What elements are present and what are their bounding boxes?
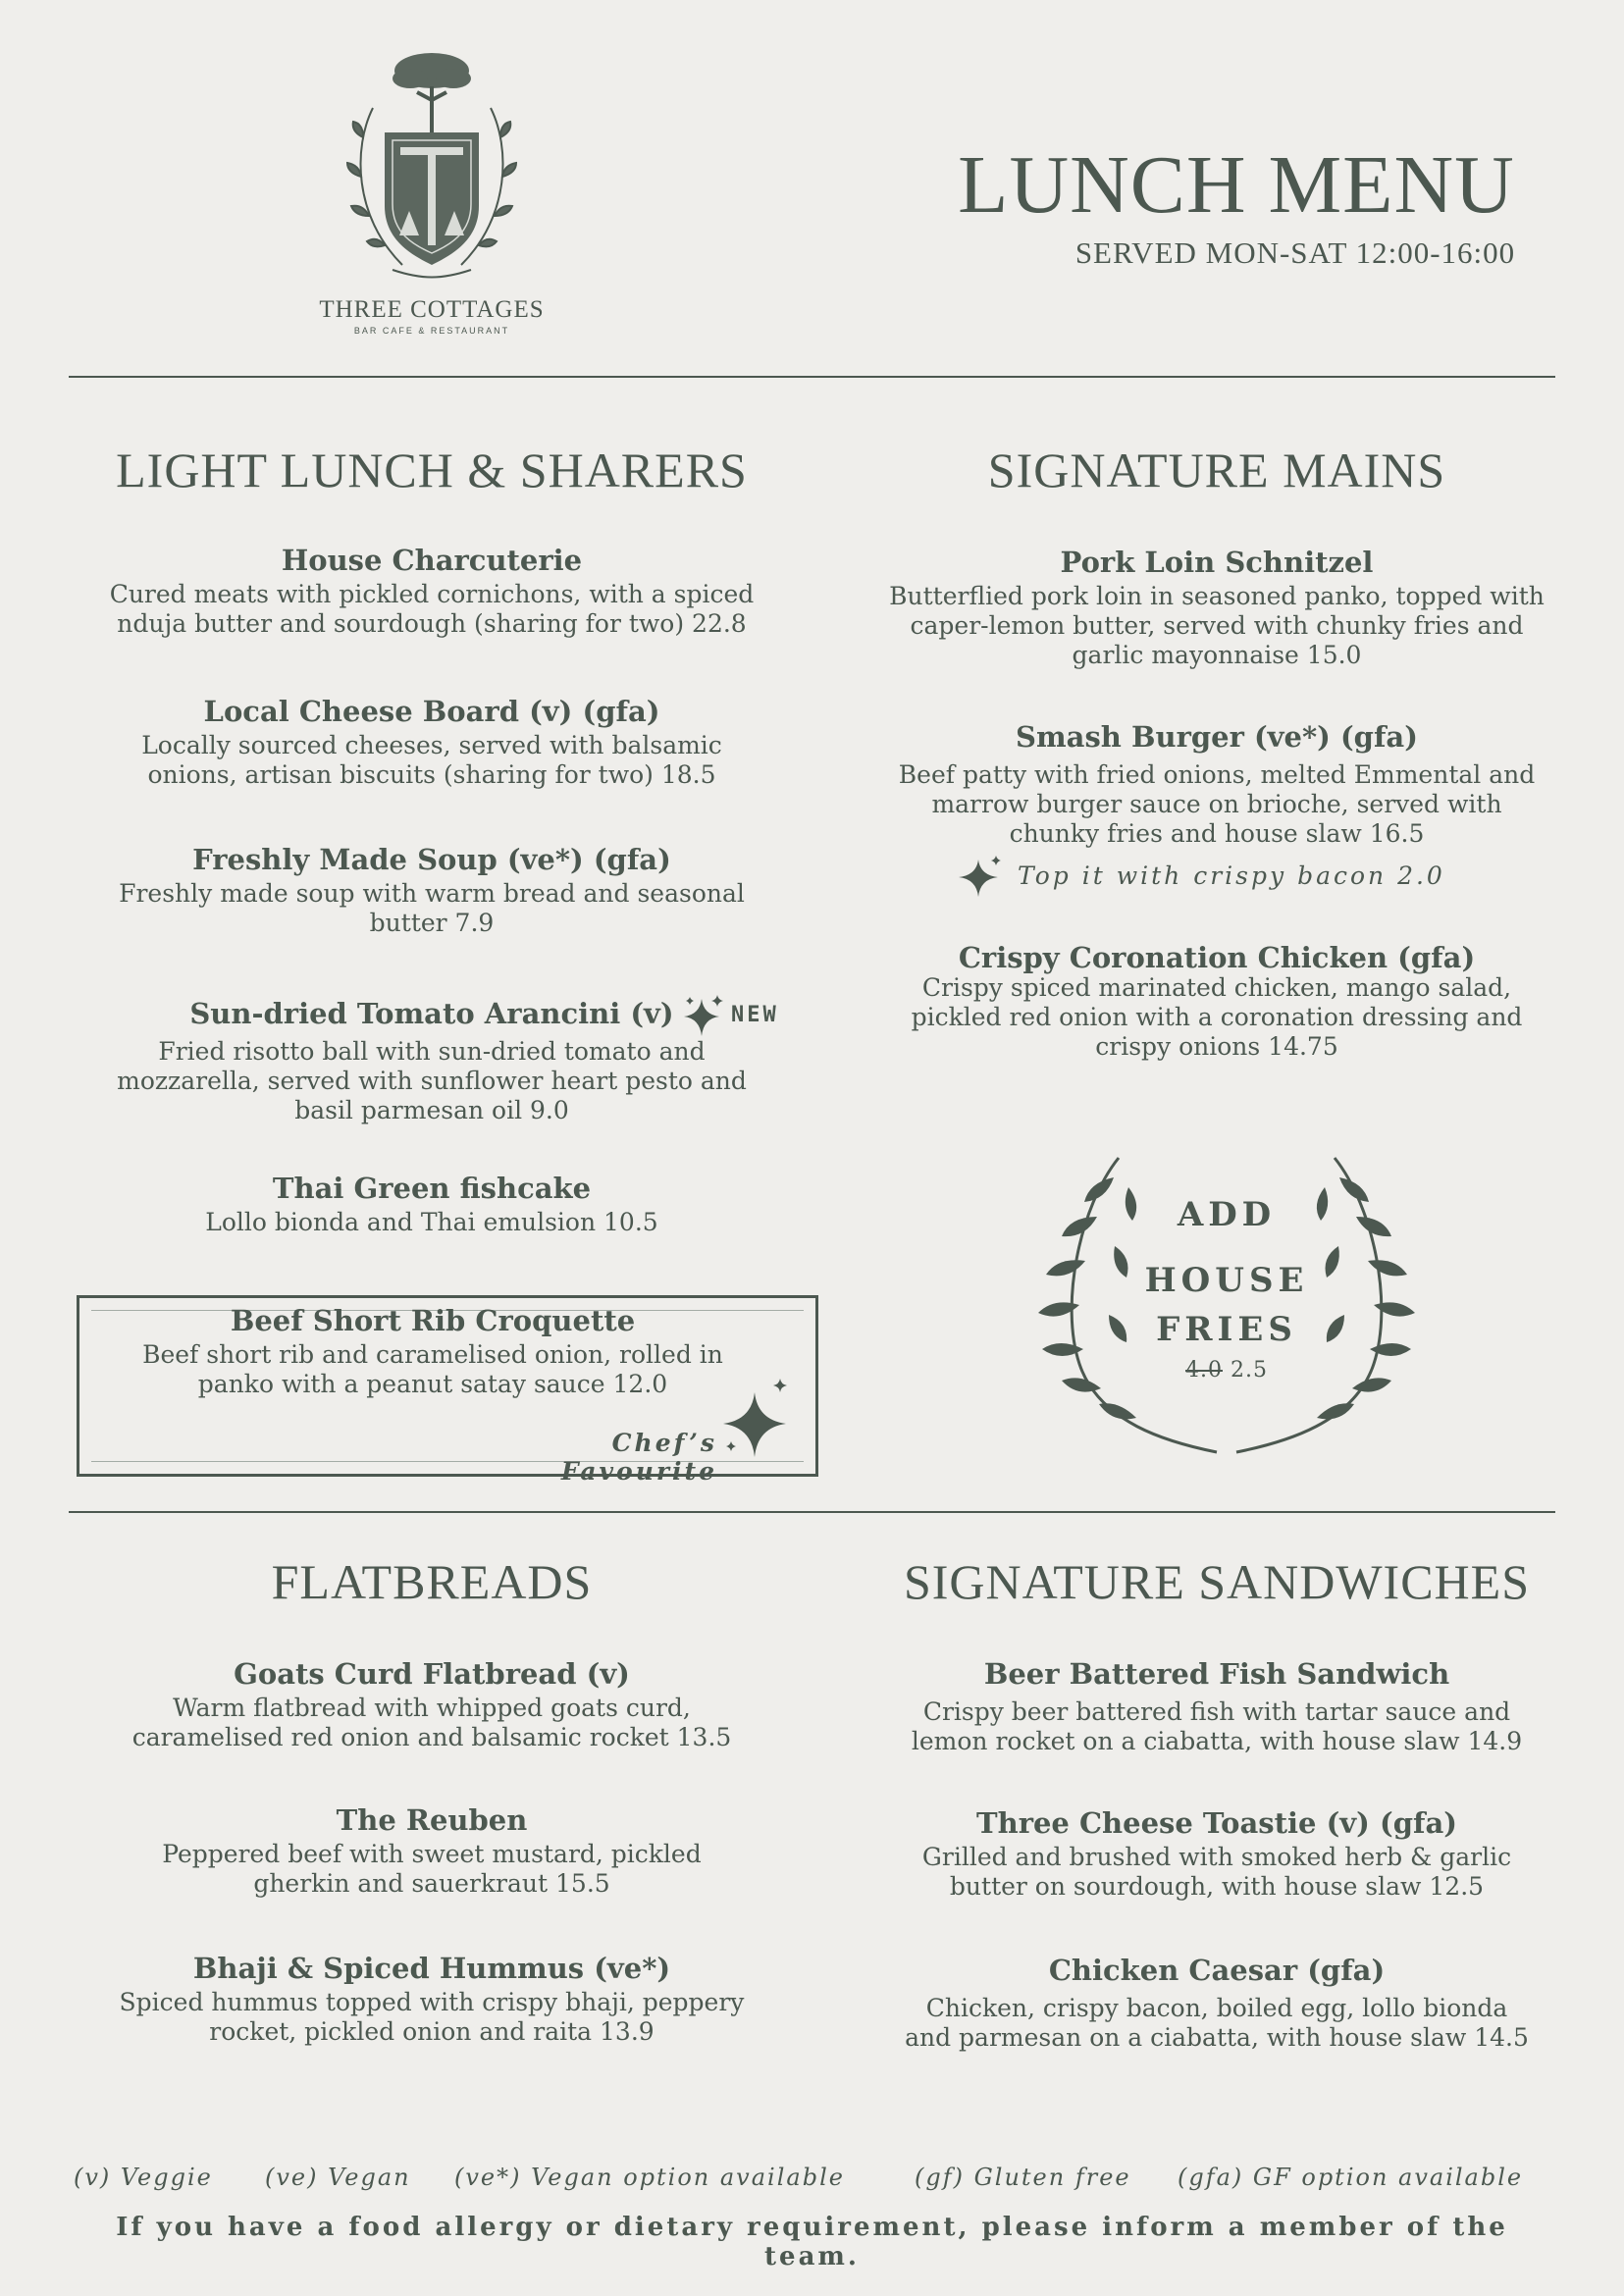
- legend-gf-option: (gfa) GF option available: [1178, 2164, 1524, 2191]
- item-desc-line: marrow burger sauce on brioche, served with: [931, 790, 1502, 818]
- menu-item: [844, 1805, 1590, 1902]
- item-desc: [844, 1843, 1590, 1902]
- menu-item: [88, 694, 775, 790]
- item-desc-line: crispy onions 14.75: [1095, 1032, 1338, 1061]
- sparkle-icon: [717, 1377, 796, 1465]
- item-name: Crispy Coronation Chicken (gfa): [958, 941, 1476, 974]
- item-desc-line: Crispy beer battered fish with tartar sauce and: [922, 1697, 1511, 1726]
- item-desc: [844, 760, 1590, 849]
- item-desc: [88, 731, 775, 790]
- item-name: Three Cheese Toastie (v) (gfa): [976, 1806, 1457, 1840]
- item-desc-line: lemon rocket on a ciabatta, with house slaw 14.9: [911, 1727, 1523, 1755]
- item-desc-line: Cured meats with pickled cornichons, with a spiced: [109, 580, 755, 608]
- item-name: Thai Green fishcake: [272, 1172, 592, 1205]
- item-desc-line: caramelised red onion and balsamic rocket 13.5: [131, 1723, 732, 1751]
- service-hours: SERVED MON-SAT 12:00-16:00: [1074, 235, 1516, 270]
- item-name: Sun-dried Tomato Arancini (v): [189, 997, 674, 1030]
- new-price: 2.5: [1231, 1358, 1268, 1383]
- featured-item-box: [77, 1295, 818, 1486]
- item-name: Pork Loin Schnitzel: [1060, 546, 1374, 579]
- item-desc-line: Crispy spiced marinated chicken, mango salad,: [921, 973, 1512, 1002]
- item-name: Goats Curd Flatbread (v): [234, 1657, 630, 1691]
- section-title-flatbreads: FLATBREADS: [271, 1554, 593, 1609]
- divider-top: [69, 376, 1555, 378]
- item-desc-line: onions, artisan biscuits (sharing for two) 18.5: [147, 760, 716, 789]
- item-desc-line: nduja butter and sourdough (sharing for two) 22.8: [117, 609, 747, 638]
- item-desc-line: Locally sourced cheeses, served with balsamic: [141, 731, 722, 759]
- item-desc-line: Butterflied pork loin in seasoned panko, topped with: [889, 582, 1545, 610]
- item-desc-line: butter on sourdough, with house slaw 12.5: [949, 1872, 1485, 1901]
- item-desc: [88, 580, 775, 639]
- item-desc-line: chunky fries and house slaw 16.5: [1009, 819, 1425, 848]
- item-desc-line: Beef short rib and caramelised onion, rolled in: [142, 1340, 723, 1369]
- legend-vegan: (ve) Vegan: [265, 2164, 411, 2191]
- new-badge: [680, 993, 808, 1036]
- item-name: Bhaji & Spiced Hummus (ve*): [192, 1952, 671, 1985]
- item-desc-line: gherkin and sauerkraut 15.5: [253, 1869, 610, 1898]
- menu-item: [88, 543, 775, 639]
- section-title-sandwiches: SIGNATURE SANDWICHES: [903, 1554, 1531, 1609]
- legend-veggie: (v) Veggie: [74, 2164, 213, 2191]
- featured-item: [79, 1303, 786, 1399]
- menu-item: [88, 1171, 775, 1237]
- brand-name: THREE COTTAGES: [319, 296, 545, 323]
- item-name: The Reuben: [336, 1803, 528, 1837]
- allergy-notice: If you have a food allergy or dietary requirement, please inform a member of the team.: [116, 2213, 1508, 2271]
- item-desc-line: caper-lemon butter, served with chunky fries and: [910, 611, 1524, 640]
- item-desc-line: butter 7.9: [369, 909, 495, 937]
- new-label: NEW: [731, 1003, 779, 1027]
- item-desc: [844, 973, 1590, 1062]
- section-title-light-lunch: LIGHT LUNCH & SHARERS: [116, 443, 748, 497]
- item-desc: [88, 1988, 775, 2047]
- item-name: Freshly Made Soup (ve*) (gfa): [192, 843, 671, 876]
- item-name: House Charcuterie: [281, 544, 583, 577]
- item-desc: [88, 1208, 775, 1237]
- add-fries-badge: [1021, 1148, 1433, 1462]
- add-on-line: [957, 852, 1467, 901]
- add-on-text: Top it with crispy bacon 2.0: [1018, 861, 1445, 890]
- section-title-mains: SIGNATURE MAINS: [987, 443, 1446, 497]
- page-title: LUNCH MENU: [958, 139, 1515, 231]
- item-desc-line: Beef patty with fried onions, melted Emmental and: [898, 760, 1536, 789]
- item-desc-line: garlic mayonnaise 15.0: [1072, 641, 1362, 669]
- menu-item: [88, 1656, 775, 1752]
- legend-vegan-option: (ve*) Vegan option available: [454, 2164, 845, 2191]
- item-desc: [88, 879, 775, 938]
- item-desc-line: Fried risotto ball with sun-dried tomato and: [158, 1037, 706, 1066]
- item-name: Smash Burger (ve*) (gfa): [1016, 720, 1418, 754]
- item-desc-line: rocket, pickled onion and raita 13.9: [209, 2017, 655, 2046]
- menu-item: [88, 1802, 775, 1899]
- divider-middle: [69, 1511, 1555, 1513]
- item-desc-line: pickled red onion with a coronation dressing and: [911, 1003, 1523, 1031]
- house-label: HOUSE: [1144, 1261, 1309, 1300]
- chef-favourite-label: Chef’s Favourite: [560, 1429, 717, 1486]
- menu-item: [88, 842, 775, 938]
- item-desc: [844, 582, 1590, 670]
- item-desc: [88, 1694, 775, 1752]
- legend-gluten-free: (gf) Gluten free: [915, 2164, 1131, 2191]
- sparkle-icon: [957, 852, 1006, 901]
- menu-item: [844, 545, 1590, 670]
- item-desc: [88, 1037, 775, 1125]
- sparkle-icon: [680, 993, 729, 1040]
- item-desc-line: Freshly made soup with warm bread and seasonal: [119, 879, 745, 908]
- item-desc: [844, 1697, 1590, 1756]
- item-desc-line: Grilled and brushed with smoked herb & garlic: [921, 1843, 1512, 1871]
- add-label: ADD: [1177, 1195, 1277, 1234]
- menu-item: [88, 1951, 775, 2047]
- item-desc-line: Spiced hummus topped with crispy bhaji, peppery: [119, 1988, 745, 2016]
- menu-item: [844, 1953, 1590, 2053]
- item-desc-line: and parmesan on a ciabatta, with house slaw 14.5: [905, 2023, 1529, 2052]
- item-name: Chicken Caesar (gfa): [1048, 1954, 1386, 1987]
- item-desc-line: Peppered beef with sweet mustard, pickled: [162, 1840, 702, 1868]
- brand-tagline: BAR CAFE & RESTAURANT: [353, 326, 510, 336]
- item-name: Beef Short Rib Croquette: [230, 1304, 636, 1337]
- item-desc-line: Warm flatbread with whipped goats curd,: [173, 1694, 691, 1722]
- item-desc-line: mozzarella, served with sunflower heart pesto and: [117, 1067, 747, 1095]
- item-desc: [79, 1340, 786, 1399]
- item-desc-line: Lollo bionda and Thai emulsion 10.5: [205, 1208, 658, 1236]
- fries-price: [1128, 1358, 1325, 1383]
- menu-item: [844, 719, 1590, 849]
- item-name: Beer Battered Fish Sandwich: [983, 1657, 1450, 1691]
- menu-item: [88, 996, 775, 1125]
- menu-item: [844, 940, 1590, 1062]
- brand-logo: [294, 49, 569, 343]
- menu-item: [844, 1656, 1590, 1756]
- item-desc: [88, 1840, 775, 1899]
- item-desc-line: basil parmesan oil 9.0: [294, 1096, 569, 1124]
- item-desc-line: panko with a peanut satay sauce 12.0: [197, 1370, 668, 1398]
- fries-label: FRIES: [1156, 1310, 1297, 1349]
- item-desc: [844, 1994, 1590, 2053]
- crest-icon: [334, 49, 530, 294]
- item-name: Local Cheese Board (v) (gfa): [203, 695, 660, 728]
- old-price: 4.0: [1185, 1358, 1223, 1383]
- item-desc-line: Chicken, crispy bacon, boiled egg, lollo bionda: [925, 1994, 1508, 2022]
